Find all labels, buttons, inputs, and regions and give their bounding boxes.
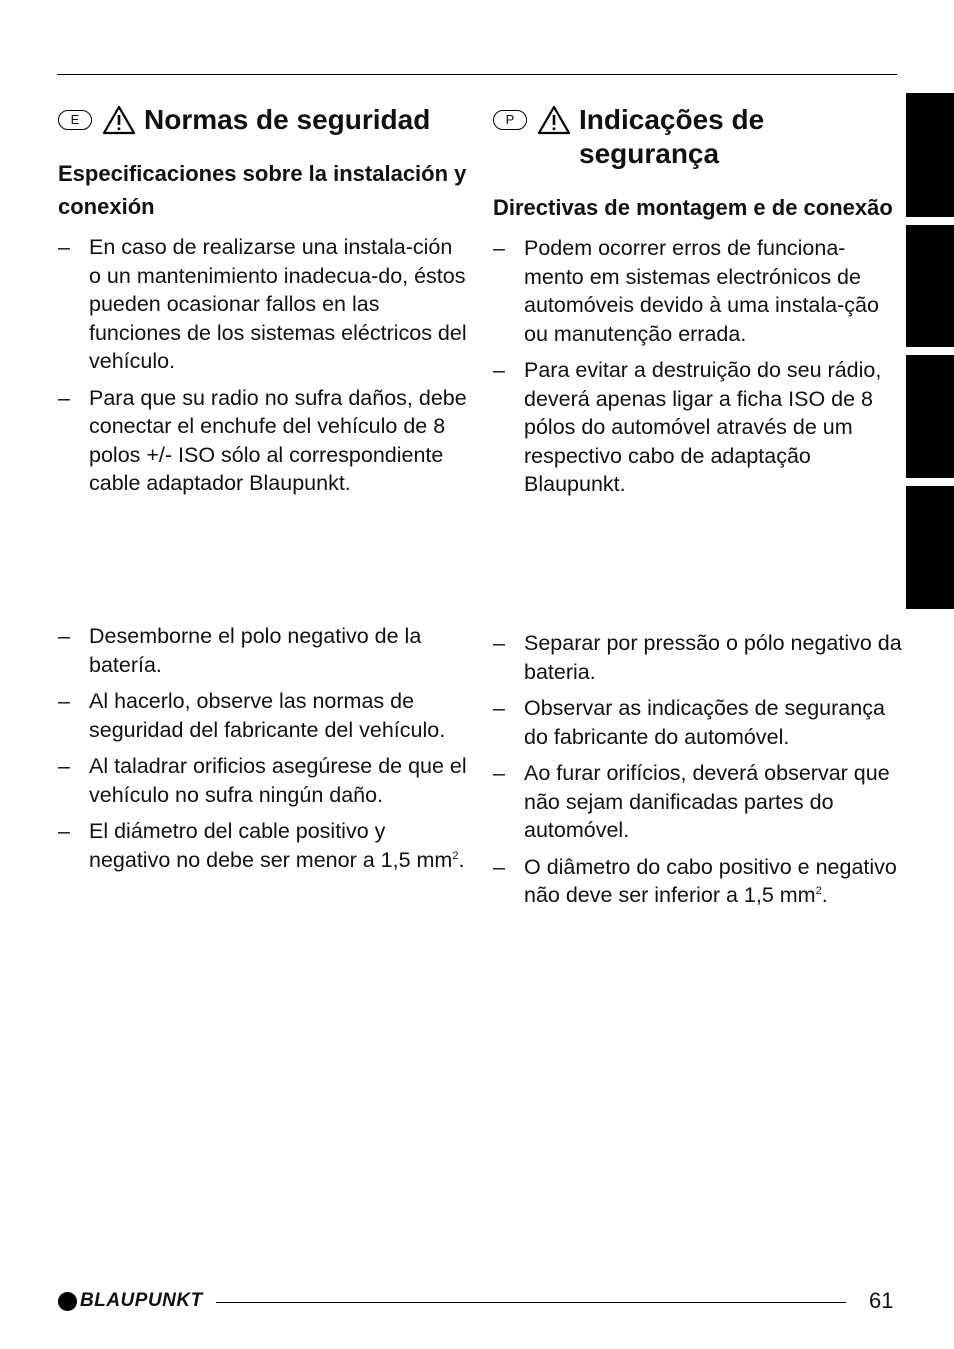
warning-triangle-icon	[537, 105, 571, 135]
spanish-list-1	[58, 233, 468, 498]
spanish-header-block	[58, 103, 468, 506]
spanish-list-2	[58, 622, 468, 874]
list-item: – Separar por pressão o pólo negativo da bateria.	[493, 629, 903, 686]
spanish-subtitle: Especificaciones sobre la instalación y conexión	[58, 161, 467, 219]
portuguese-header-block	[493, 103, 903, 507]
list-item: – Al taladrar orificios asegúrese de que el vehículo no sufra ningún daño.	[58, 752, 468, 809]
portuguese-heading	[493, 103, 903, 171]
portuguese-subtitle: Directivas de montagem e de conexão	[493, 195, 893, 220]
section-tab-4	[906, 486, 954, 609]
list-item: – Podem ocorrer erros de funciona-mento em sistemas electrónicos de automóveis devido à uma instala-ção ou manutenção errada.	[493, 234, 903, 348]
page-number: 61	[869, 1288, 894, 1313]
portuguese-list-2	[493, 629, 903, 910]
language-badge-es: E	[58, 110, 92, 130]
brand-name: BLAUPUNKT	[80, 1290, 203, 1311]
list-item: – Para que su radio no sufra daños, debe conectar el enchufe del vehículo de 8 polos +/- ISO sólo al correspondiente cable adaptador Blaupunkt.	[58, 384, 468, 498]
portuguese-steps-block	[493, 629, 903, 918]
warning-triangle-icon	[102, 105, 136, 135]
spanish-title: Normas de seguridad	[144, 104, 431, 135]
section-tab-3	[906, 355, 954, 478]
list-item: – Desemborne el polo negativo de la batería.	[58, 622, 468, 679]
list-item: – Para evitar a destruição do seu rádio, deverá apenas ligar a ficha ISO de 8 pólos do automóvel através de um respectivo cabo de adaptação Blaupunkt.	[493, 356, 903, 499]
section-tab-2	[906, 225, 954, 347]
list-item-diameter: – O diâmetro do cabo positivo e negativo não deve ser inferior a 1,5 $mm^2$.	[493, 853, 903, 910]
section-tab-1	[906, 93, 954, 217]
list-item-diameter: – El diámetro del cable positivo y negativo no debe ser menor a 1,5 $mm^2$.	[58, 817, 468, 874]
language-badge-pt: P	[493, 110, 527, 130]
footer-rule	[216, 1302, 846, 1303]
spanish-heading	[58, 103, 468, 137]
blaupunkt-logo	[58, 1290, 203, 1312]
list-item: – Ao furar orifícios, deverá observar que não sejam danificadas partes do automóvel.	[493, 759, 903, 845]
portuguese-title-wrap	[579, 103, 879, 171]
top-rule	[57, 74, 897, 75]
list-item: – Al hacerlo, observe las normas de seguridad del fabricante del vehículo.	[58, 687, 468, 744]
portuguese-title: Indicações de segurança	[579, 104, 765, 169]
list-item: – Observar as indicações de segurança do fabricante do automóvel.	[493, 694, 903, 751]
list-item: – En caso de realizarse una instala-ción o un mantenimiento inadecua-do, éstos pueden ocasionar fallos en las funciones de los sistemas eléctricos del vehículo.	[58, 233, 468, 376]
blaupunkt-dot-icon	[58, 1292, 77, 1311]
spanish-steps-block	[58, 622, 468, 882]
portuguese-list-1	[493, 234, 903, 499]
